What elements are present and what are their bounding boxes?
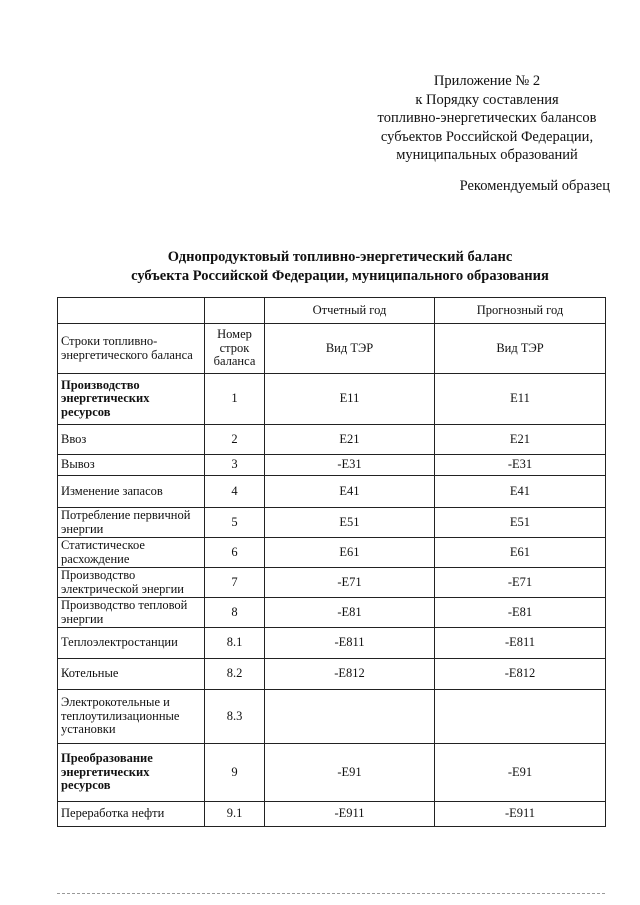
row-reported: -E812 (265, 659, 435, 690)
row-number: 3 (205, 455, 265, 476)
row-name: Производство тепловой энергии (58, 598, 205, 628)
table-row (58, 598, 606, 628)
row-name: Ввоз (58, 425, 205, 455)
title-line-1: Однопродуктовый топливно-энергетический баланс (167, 249, 513, 265)
table-header-row (58, 298, 606, 324)
row-reported (265, 690, 435, 744)
row-reported: E21 (265, 425, 435, 455)
appendix-heading (352, 72, 622, 165)
row-forecast: E21 (435, 425, 606, 455)
appendix-line: муниципальных образований (396, 147, 578, 163)
sample-label: Рекомендуемый образец (459, 178, 610, 194)
row-forecast: -E81 (435, 598, 606, 628)
header-name-cell (58, 298, 205, 324)
row-number: 8.1 (205, 628, 265, 659)
title-line-2: субъекта Российской Федерации, муниципального образования (131, 268, 549, 284)
row-forecast: -E71 (435, 568, 606, 598)
table-subheader-row (58, 324, 606, 374)
row-forecast: -E911 (435, 802, 606, 827)
row-number: 4 (205, 476, 265, 508)
row-reported: -E81 (265, 598, 435, 628)
row-reported: -E71 (265, 568, 435, 598)
row-number: 8.3 (205, 690, 265, 744)
row-name: Электрокотельные и теплоутилизационные установки (58, 690, 205, 744)
row-forecast: -E811 (435, 628, 606, 659)
row-reported: -E31 (265, 455, 435, 476)
row-name: Вывоз (58, 455, 205, 476)
row-reported: E11 (265, 374, 435, 425)
row-number: 8 (205, 598, 265, 628)
row-forecast: -E31 (435, 455, 606, 476)
row-number: 9.1 (205, 802, 265, 827)
table-row (58, 455, 606, 476)
row-name: Котельные (58, 659, 205, 690)
table-row (58, 425, 606, 455)
appendix-line: субъектов Российской Федерации, (380, 128, 594, 145)
row-reported: -E911 (265, 802, 435, 827)
balance-table (57, 297, 606, 827)
table-row (58, 628, 606, 659)
subheader-forecast-ter: Вид ТЭР (435, 324, 606, 374)
row-reported: E51 (265, 508, 435, 538)
row-number: 9 (205, 744, 265, 802)
table-row (58, 374, 606, 425)
row-forecast: E61 (435, 538, 606, 568)
row-name: Преобразование энергетических ресурсов (58, 744, 205, 802)
header-number-cell (205, 298, 265, 324)
row-reported: -E811 (265, 628, 435, 659)
row-reported: E41 (265, 476, 435, 508)
row-number: 2 (205, 425, 265, 455)
row-forecast: E51 (435, 508, 606, 538)
row-forecast: E11 (435, 374, 606, 425)
row-number: 8.2 (205, 659, 265, 690)
page-bottom-edge (57, 893, 605, 894)
table-row (58, 568, 606, 598)
row-number: 7 (205, 568, 265, 598)
row-name: Теплоэлектростанции (58, 628, 205, 659)
row-forecast (435, 690, 606, 744)
subheader-rows-label: Строки топливно-энергетического баланса (58, 324, 205, 374)
row-reported: -E91 (265, 744, 435, 802)
header-forecast-year: Прогнозный год (435, 298, 606, 324)
row-forecast: E41 (435, 476, 606, 508)
table-row (58, 476, 606, 508)
document-title (60, 248, 620, 286)
row-name: Переработка нефти (58, 802, 205, 827)
appendix-line: Приложение № 2 (433, 73, 541, 89)
row-reported: E61 (265, 538, 435, 568)
row-name: Производство энергетических ресурсов (58, 374, 205, 425)
subheader-reported-ter: Вид ТЭР (265, 324, 435, 374)
subheader-number-label: Номер строк баланса (205, 324, 265, 374)
appendix-line: топливно-энергетических балансов (377, 110, 597, 126)
table-row (58, 538, 606, 568)
header-reported-year: Отчетный год (265, 298, 435, 324)
appendix-line: к Порядку составления (415, 91, 559, 108)
table-row (58, 508, 606, 538)
table-row (58, 802, 606, 827)
row-name: Производство электрической энергии (58, 568, 205, 598)
row-name: Изменение запасов (58, 476, 205, 508)
table-row (58, 659, 606, 690)
row-number: 5 (205, 508, 265, 538)
row-name: Потребление первичной энергии (58, 508, 205, 538)
table-row (58, 690, 606, 744)
row-forecast: -E91 (435, 744, 606, 802)
row-name: Статистическое расхождение (58, 538, 205, 568)
table-row (58, 744, 606, 802)
row-forecast: -E812 (435, 659, 606, 690)
row-number: 6 (205, 538, 265, 568)
row-number: 1 (205, 374, 265, 425)
